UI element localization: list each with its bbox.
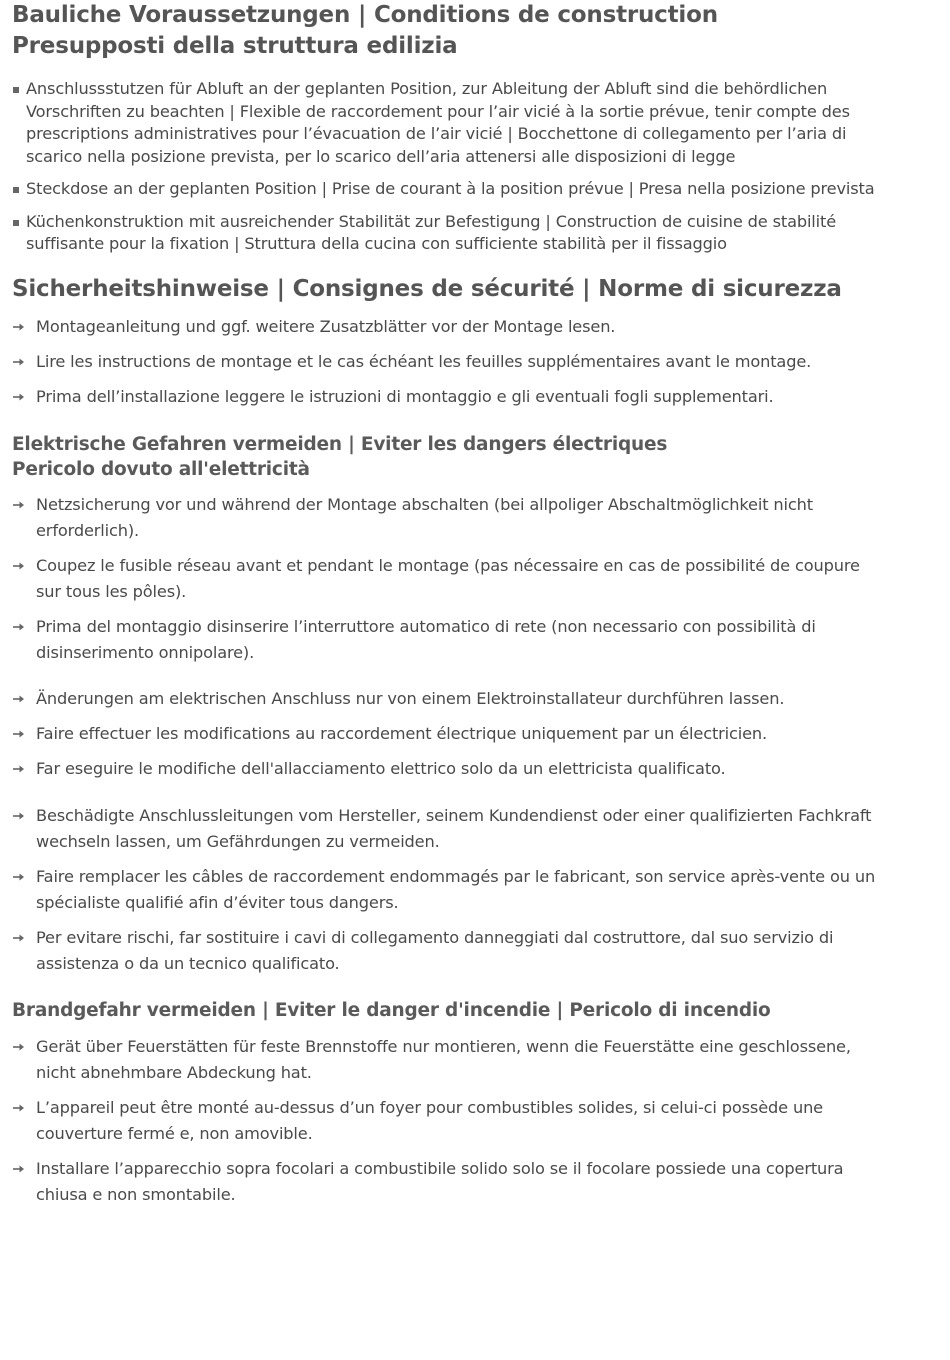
list-item: Anschlussstutzen für Abluft an der geplanten Position, zur Ableitung der Abluft sind die behördlichen Vorschriften zu beachten | Flexible de raccordement pour l’air vicié à la sortie prévue, tenir compte des prescriptions administratives pour l’évacuation de l’air vicié | Bocchettone di collegamento per l’aria di scarico nella posizione prevista, per lo scarico dell’aria attenersi alle disposizioni di legge <box>12 78 882 168</box>
list-item: Far eseguire le modifiche dell'allacciamento elettrico solo da un elettricista qualificato. <box>12 756 882 782</box>
list-item: Faire remplacer les câbles de raccordement endommagés par le fabricant, son service après-vente ou un spécialiste qualifié afin d’éviter tous dangers. <box>12 864 882 916</box>
list-item: Prima del montaggio disinserire l’interruttore automatico di rete (non necessario con possibilità di disinserimento onnipolare). <box>12 614 882 666</box>
list-item: Coupez le fusible réseau avant et pendant le montage (pas nécessaire en cas de possibilité de coupure sur tous les pôles). <box>12 553 882 605</box>
section-title-electrical: Elektrische Gefahren vermeiden | Eviter les dangers électriques Pericolo dovuto all'elettricità <box>12 434 668 480</box>
list-item: Gerät über Feuerstätten für feste Brennstoffe nur montieren, wenn die Feuerstätte eine geschlossene, nicht abnehmbare Abdeckung hat. <box>12 1034 882 1086</box>
arrow-bullet-icon <box>12 1095 26 1121</box>
arrow-bullet-icon <box>12 721 26 747</box>
electrical-list-2 <box>12 686 882 782</box>
arrow-bullet-icon <box>12 384 26 410</box>
list-item: Faire effectuer les modifications au raccordement électrique uniquement par un électricien. <box>12 721 882 747</box>
list-item: Prima dell’installazione leggere le istruzioni di montaggio e gli eventuali fogli supplementari. <box>12 384 882 410</box>
safety-list <box>12 314 882 410</box>
list-item: Küchenkonstruktion mit ausreichender Stabilität zur Befestigung | Construction de cuisine de stabilité suffisante pour la fixation | Struttura della cucina con sufficiente stabilità per il fissaggio <box>12 211 882 256</box>
section-title-line: Bauliche Voraussetzungen | Conditions de construction <box>12 2 718 28</box>
list-item: L’appareil peut être monté au-dessus d’un foyer pour combustibles solides, si celui-ci possède une couverture fermé e, non amovible. <box>12 1095 882 1147</box>
electrical-list-1 <box>12 492 882 666</box>
list-item: Montageanleitung und ggf. weitere Zusatzblätter vor der Montage lesen. <box>12 314 882 340</box>
arrow-bullet-icon <box>12 553 26 579</box>
arrow-bullet-icon <box>12 864 26 890</box>
list-item: Netzsicherung vor und während der Montage abschalten (bei allpoliger Abschaltmöglichkeit nicht erforderlich). <box>12 492 882 544</box>
arrow-bullet-icon <box>12 314 26 340</box>
arrow-bullet-icon <box>12 1156 26 1182</box>
arrow-bullet-icon <box>12 925 26 951</box>
arrow-bullet-icon <box>12 349 26 375</box>
list-item: Änderungen am elektrischen Anschluss nur von einem Elektroinstallateur durchführen lassen. <box>12 686 882 712</box>
list-item: Per evitare rischi, far sostituire i cavi di collegamento danneggiati dal costruttore, dal suo servizio di assistenza o da un tecnico qualificato. <box>12 925 882 977</box>
arrow-bullet-icon <box>12 614 26 640</box>
arrow-bullet-icon <box>12 686 26 712</box>
list-item: Installare l’apparecchio sopra focolari a combustibile solido solo se il focolare possiede una copertura chiusa e non smontabile. <box>12 1156 882 1208</box>
list-item: Steckdose an der geplanten Position | Prise de courant à la position prévue | Presa nella posizione prevista <box>12 178 882 201</box>
construction-list <box>12 78 882 256</box>
arrow-bullet-icon <box>12 756 26 782</box>
square-bullet-icon <box>13 220 19 226</box>
arrow-bullet-icon <box>12 492 26 518</box>
section-title-safety: Sicherheitshinweise | Consignes de sécurité | Norme di sicurezza <box>12 276 842 302</box>
arrow-bullet-icon <box>12 803 26 829</box>
electrical-list-3 <box>12 803 882 977</box>
square-bullet-icon <box>13 87 19 93</box>
list-item: Lire les instructions de montage et le cas échéant les feuilles supplémentaires avant le montage. <box>12 349 882 375</box>
section-title-fire: Brandgefahr vermeiden | Eviter le danger d'incendie | Pericolo di incendio <box>12 1000 771 1021</box>
fire-list <box>12 1034 882 1208</box>
arrow-bullet-icon <box>12 1034 26 1060</box>
section-title-line: Presupposti della struttura edilizia <box>12 33 458 59</box>
square-bullet-icon <box>13 187 19 193</box>
section-title-construction <box>12 0 718 62</box>
list-item: Beschädigte Anschlussleitungen vom Hersteller, seinem Kundendienst oder einer qualifizierten Fachkraft wechseln lassen, um Gefährdungen zu vermeiden. <box>12 803 882 855</box>
